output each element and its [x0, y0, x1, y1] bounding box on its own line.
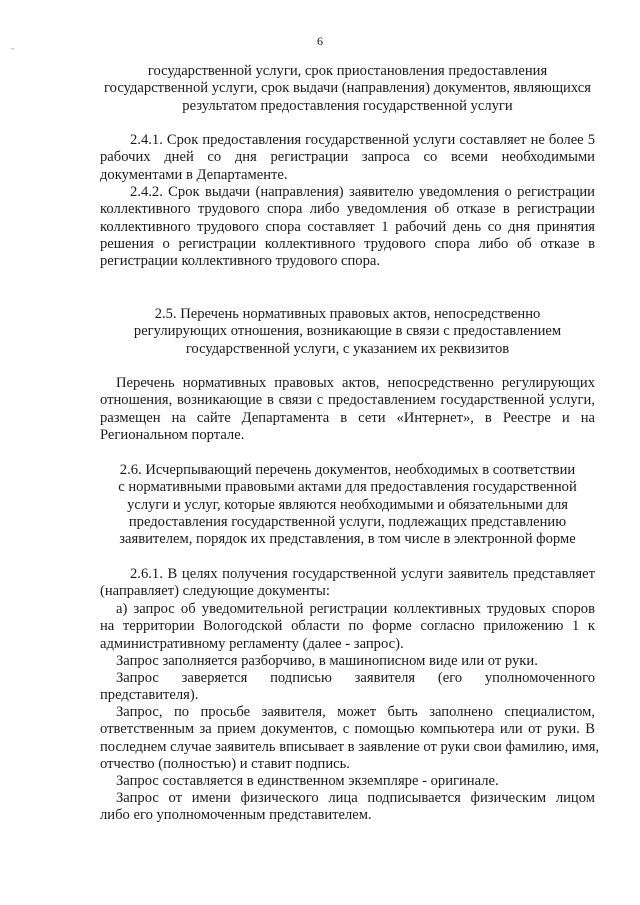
heading-line: результатом предоставления государственной услуги [182, 97, 513, 114]
text-line: ответственным за прием документов, с помощью компьютера или от руки. В [100, 721, 595, 738]
text-line: 2.6.1. В целях получения государственной услуги заявитель представляет [130, 566, 595, 582]
text-line: либо его уполномоченным представителем. [100, 807, 372, 824]
heading-line: государственной услуги, срок приостановления предоставления [147, 63, 548, 79]
para-individual [100, 790, 595, 825]
heading-line: государственной услуги, срок выдачи (направления) документов, являющихся [104, 80, 591, 97]
text-line: регистрации коллективного трудового спора. [100, 253, 381, 270]
heading-line: 2.5. Перечень нормативных правовых актов, непосредственно [154, 306, 541, 322]
heading-line: государственной услуги, с указанием их реквизитов [185, 340, 510, 357]
margin-mark: - [11, 43, 14, 53]
text-line: рабочих дней со дня регистрации запроса со всеми необходимыми [100, 149, 595, 166]
page-number: 6 [317, 34, 323, 48]
text-line: решения о регистрации коллективного трудового спора либо об отказе в [100, 235, 595, 252]
text-line: отчество (полностью) и ставит подпись. [100, 755, 350, 772]
text-line: административному регламенту (далее - запрос). [100, 635, 404, 652]
heading-line: 2.6. Исчерпывающий перечень документов, необходимых в соответствии [119, 462, 576, 478]
heading-line: регулирующих отношения, возникающие в связи с предоставлением [133, 323, 562, 340]
text-line: представителя). [100, 687, 199, 704]
item-a [100, 601, 595, 653]
para-filled [100, 653, 595, 670]
heading-line: предоставления государственной услуги, подлежащих представлению [128, 513, 567, 530]
para-specialist [100, 704, 600, 773]
text-line: (направляет) следующие документы: [100, 583, 330, 600]
text-line: коллективного трудового спора либо уведомления об отказе в регистрации [100, 201, 595, 218]
heading-line: заявителем, порядок их представления, в том числе в электронной форме [119, 531, 576, 548]
text-line: 2.4.2. Срок выдачи (направления) заявителю уведомления о регистрации [130, 184, 595, 200]
clause-2-4-1 [100, 132, 595, 184]
section-2-5-heading [100, 306, 595, 358]
section-2-4-heading [100, 63, 595, 115]
para-signed [100, 670, 595, 705]
text-line: отношения, возникающие в связи с предоставлением государственной услуги, [100, 392, 595, 409]
para-single-copy [100, 773, 595, 790]
text-line: Запрос составляется в единственном экземпляре - оригинале. [116, 773, 499, 789]
heading-line: услуги и услуг, которые являются необходимыми и обязательными для [127, 496, 568, 513]
heading-line: с нормативными правовыми актами для предоставления государственной [118, 479, 577, 496]
text-line: Запрос, по просьбе заявителя, может быть заполнено специалистом, [116, 704, 595, 720]
text-line: Запрос от имени физического лица подписывается физическим лицом [116, 790, 595, 806]
text-line: Запрос заполняется разборчиво, в машинописном виде или от руки. [116, 653, 538, 669]
text-line: последнем случае заявитель вписывает в заявление от руки свои фамилию, имя, [100, 738, 600, 755]
text-line: размещен на сайте Департамента в сети «Интернет», в Реестре и на [100, 409, 595, 426]
text-line: Запрос заверяется подписью заявителя (его уполномоченного [116, 670, 595, 686]
text-line: 2.4.1. Срок предоставления государственной услуги составляет не более 5 [130, 132, 595, 148]
text-line: коллективного трудового спора составляет 1 рабочий день со дня принятия [100, 218, 595, 235]
section-2-5-text [100, 375, 595, 444]
text-line: Региональном портале. [100, 426, 245, 443]
clause-2-4-2 [100, 184, 595, 270]
text-line: а) запрос об уведомительной регистрации коллективных трудовых споров [116, 601, 595, 617]
section-2-6-heading [100, 462, 595, 548]
text-line: документами в Департаменте. [100, 166, 288, 183]
text-line: Перечень нормативных правовых актов, непосредственно регулирующих [116, 375, 595, 391]
clause-2-6-1 [100, 566, 595, 601]
text-line: на территории Вологодской области по форме согласно приложению 1 к [100, 618, 595, 635]
